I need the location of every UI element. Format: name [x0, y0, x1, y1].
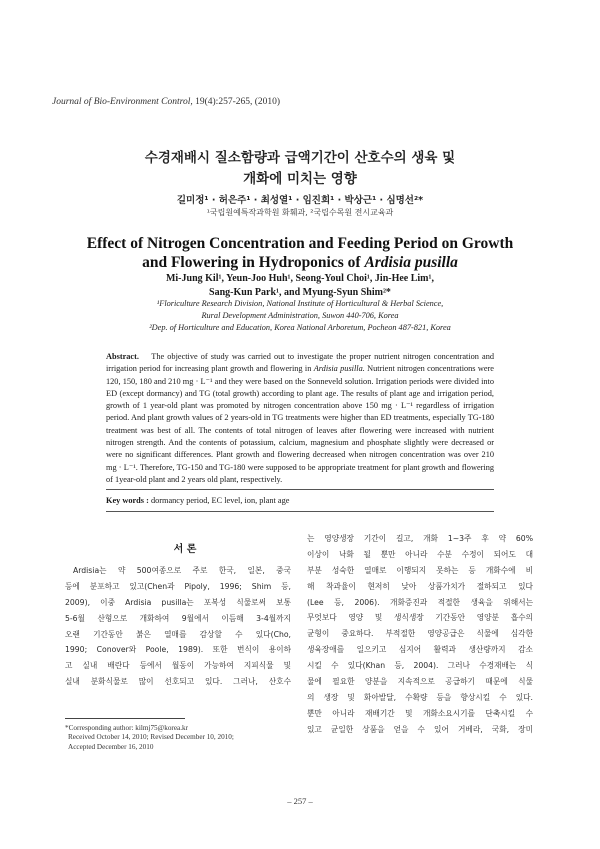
korean-authors: 길미정¹ · 허은주¹ · 최성열¹ · 임진희¹ · 박상근¹ · 심명선²*: [176, 195, 424, 206]
column-left: [65, 563, 291, 690]
korean-affiliations: ¹국립원예특작과학원 화훼과, ²국립수목원 전시교육과: [206, 208, 394, 217]
body-line: 1990; Conover와 Poole, 1989). 또한 번식이 용이하: [65, 645, 291, 655]
english-title-line2: and Flowering in Hydroponics of Ardisia pusilla: [142, 254, 458, 271]
english-authors: Mi-Jung Kil¹, Yeun-Joo Huh¹, Seong-Youl Choi¹, Jin-Hee Lim¹, Sang-Kun Park¹, and Myung-Syun Shim²*: [165, 273, 435, 298]
english-title-line1: Effect of Nitrogen Concentration and Feeding Period on Growth: [86, 235, 514, 252]
abstract-label: Abstract.: [106, 352, 139, 361]
divider-top: [106, 489, 494, 490]
body-line: 시킬 수 있다(Khan 등, 2004). 그러나 수경재배는 식: [307, 661, 533, 671]
footnote-rule: [65, 718, 185, 719]
page-number: – 257 –: [287, 796, 313, 806]
korean-title-line2: 개화에 미치는 영향: [243, 171, 357, 187]
body-line: 5-6월 산형으로 개화하여 9월에서 이듬해 3-4월까지: [65, 613, 291, 623]
body-line: 해 착과율이 현저히 낮아 상품가치가 절하되고 있다: [307, 581, 533, 591]
english-title: [60, 234, 540, 272]
body-line: 균형이 중요하다. 부적절한 영양공급은 식물에 심각한: [307, 629, 533, 639]
keywords: Key words : dormancy period, EC level, ion, plant age: [106, 496, 290, 505]
body-line: 등에 분포하고 있고(Chen과 Pipoly, 1996; Shim 등,: [65, 581, 291, 591]
footnote: [65, 724, 234, 752]
accepted-date: Accepted December 16, 2010: [68, 742, 154, 751]
body-line: 뿐만 아니라 재배기간 및 개화소요시기를 단축시킬 수: [307, 708, 533, 718]
korean-title: [0, 148, 600, 190]
body-line: 무엇보다 영양 및 생식생장 기간동안 영양분 흡수의: [307, 613, 533, 623]
keywords-label: Key words :: [106, 496, 149, 505]
body-line: 있고 균일한 상품을 얻을 수 있어 거베라, 국화, 장미: [307, 724, 533, 734]
abstract: Abstract. The objective of study was carried out to investigate the proper nutrient nitrogen concentration and irrigation period for increasing plant growth and flowering in Ardisia pusilla. Nutrient nitrogen concentrations were 120, 150, 180 and 210 mg · L⁻¹ and they were based on the Sonneveld solution. Irrigation periods were divided into ED (except dormancy) and TG (total growth) according to plant age. The results of plant age and irrigation period, growth of 1 year-old plant was promoted by nitrogen concentration above 150 mg · L⁻¹ regardless of irrigation period. And plant growth values of 2 years-old in TG treatments were higher than ED treatments, especially TG-180 treatment was best of all. The contents of total nitrogen of leaves after flowering were increased with nutrient nitrogen strength. And the contents of potassium, calcium, magnesium and phosphate slightly were decreased or were no significant differences. Plant growth and flowering decreased when nitrogen concentration was over 210 mg · L⁻¹. Therefore, TG-150 and TG-180 were supposed to be appropriate treatment for plant growth and flowering of 1year-old plant and 2 years old plant, respectively.: [106, 352, 494, 484]
body-line: 의 생장 및 화아발달, 수확량 등을 향상시킬 수 있다.: [307, 692, 533, 702]
body-line: 물에 필요한 양분을 지속적으로 공급하기 때문에 식물: [307, 677, 533, 687]
body-line: 오랜 기간동안 붉은 열매를 감상할 수 있다(Cho,: [65, 629, 291, 639]
body-line: 고 실내 배란다 등에서 월동이 가능하여 지피식물 및: [65, 661, 291, 671]
column-right: [307, 531, 533, 738]
journal-citation: 19(4):257-265, (2010): [195, 97, 281, 107]
journal-header: Journal of Bio-Environment Control, 19(4):257-265, (2010): [52, 97, 281, 107]
received-dates: Received October 14, 2010; Revised December 10, 2010;: [68, 733, 234, 742]
english-affiliations: ¹Floriculture Research Division, National Institute of Horticultural & Herbal Science, Rural Development Administration, Suwon 440-706, Korea ²Dep. of Horticulture and Education, Korea National Arboretum, Pocheon 487-821, Korea: [149, 299, 451, 332]
body-line: 부분 성숙한 열매로 이행되지 못하는 등 개화수에 비: [307, 565, 533, 575]
corresponding-author: *Corresponding author: kilmj75@korea.kr: [65, 724, 188, 732]
body-line: 는 영양생장 기간이 길고, 개화 1~3주 후 약 60%: [307, 534, 533, 543]
body-line: (Lee 등, 2006). 개화증진과 적절한 생육을 위해서는: [307, 597, 533, 607]
body-line: 이상이 낙화 될 뿐만 아니라 수분 수정이 되어도 대: [307, 549, 533, 559]
body-line: 실내 분화식물로 많이 선호되고 있다. 그러나, 산호수: [65, 677, 291, 687]
body-line: Ardisia는 약 500여종으로 주로 한국, 일본, 중국: [73, 566, 291, 575]
species-name: Ardisia pusilla: [364, 254, 458, 271]
body-line: 2009), 이중 Ardisia pusilla는 포복성 식물로써 보통: [65, 597, 291, 607]
korean-title-line1: 수경재배시 질소함량과 급액기간이 산호수의 생육 및: [144, 150, 456, 166]
section-heading-introduction: 서 론: [173, 544, 197, 555]
body-line: 생육장애를 일으키고 심지어 활력과 생산량까지 감소: [307, 645, 533, 655]
divider-bottom: [106, 511, 494, 512]
